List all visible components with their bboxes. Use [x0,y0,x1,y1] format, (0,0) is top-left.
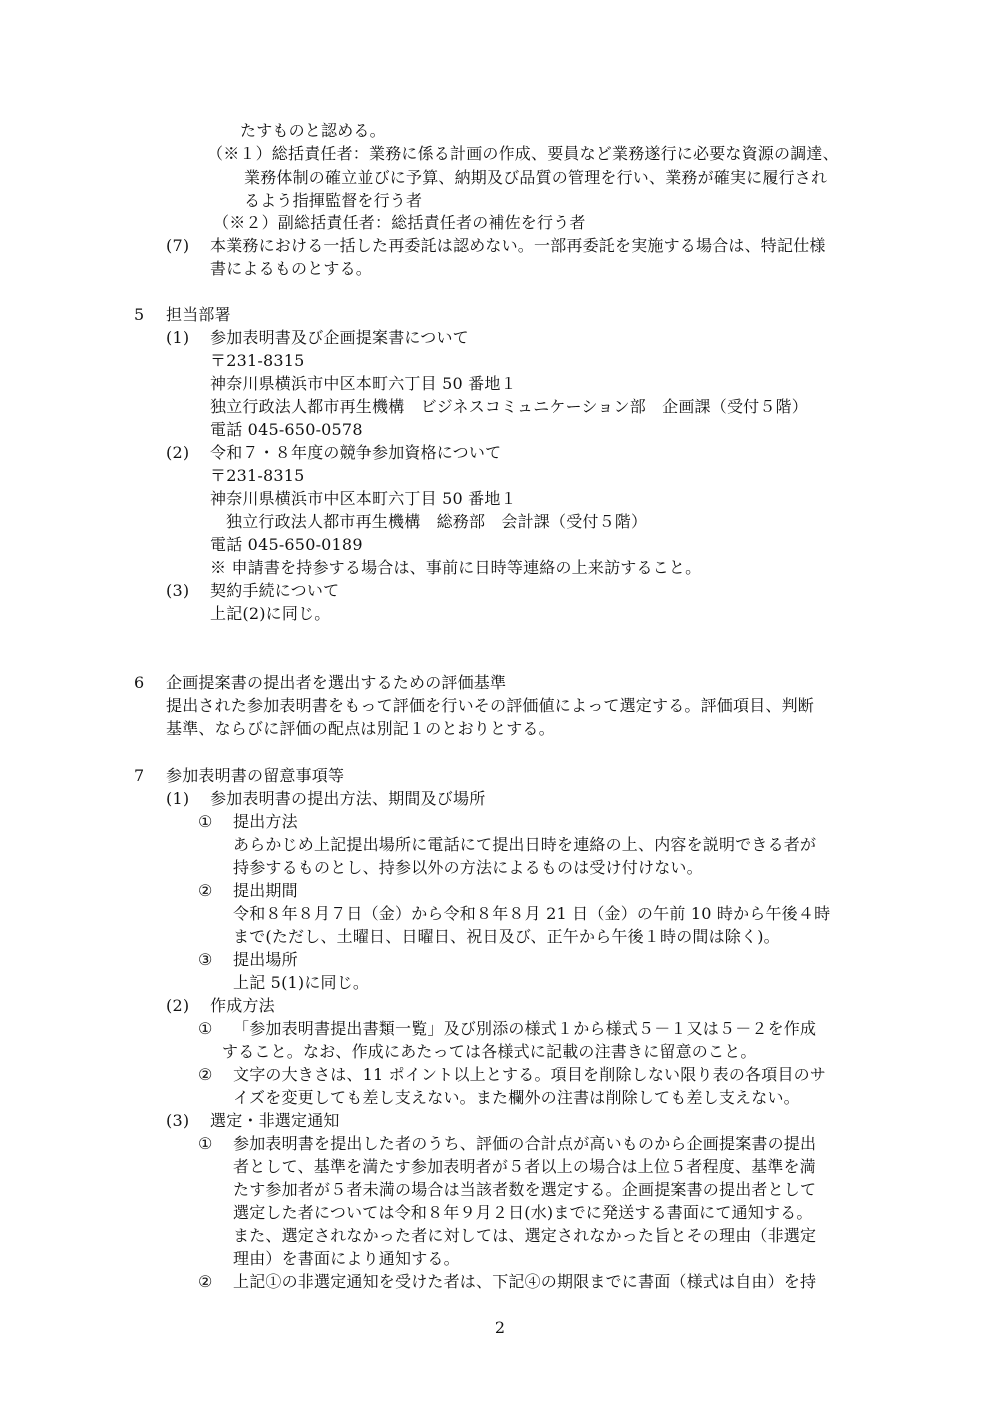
text-line: 理由）を書面により通知する。 [233,1249,460,1268]
text-line: たす参加者が５者未満の場合は当該者数を選定する。企画提案書の提出者として [233,1180,817,1199]
text-line: また、選定されなかった者に対しては、選定されなかった旨とその理由（非選定 [233,1226,817,1245]
text-line: 上記①の非選定通知を受けた者は、下記④の期限までに書面（様式は自由）を持 [233,1272,817,1291]
text-line: 上記 5(1)に同じ。 [233,973,370,992]
section-number: 7 [134,766,145,785]
text-line: まで(ただし、土曜日、日曜日、祝日及び、正午から午後１時の間は除く)。 [233,927,780,946]
text-line: すること。なお、作成にあたっては各様式に記載の注書きに留意のこと。 [222,1042,757,1061]
text-line: （※１）総括責任者：業務に係る計画の作成、要員など業務遂行に必要な資源の調達、 [207,144,839,163]
text-line: 上記(2)に同じ。 [210,604,331,623]
text-line: 参加表明書の提出方法、期間及び場所 [210,789,486,808]
text-line: 提出期間 [233,881,298,900]
text-line: 参加表明書及び企画提案書について [210,328,469,347]
circled-number: ② [198,1272,213,1291]
section-heading: 参加表明書の留意事項等 [166,766,345,785]
circled-number: ① [198,1134,213,1153]
text-line: あらかじめ上記提出場所に電話にて提出日時を連絡の上、内容を説明できる者が [233,835,817,854]
text-line: 持参するものとし、持参以外の方法によるものは受け付けない。 [233,858,703,877]
text-line: イズを変更しても差し支えない。また欄外の注書は削除しても差し支えない。 [233,1088,800,1107]
text-line: （※２）副総括責任者：総括責任者の補佐を行う者 [213,213,586,232]
text-line: 参加表明書を提出した者のうち、評価の合計点が高いものから企画提案書の提出 [233,1134,817,1153]
text-line: 提出場所 [233,950,298,969]
circled-number: ② [198,881,213,900]
text-line: 選定した者については令和８年９月２日(水)までに発送する書面にて通知する。 [233,1203,813,1222]
text-line: 作成方法 [210,996,275,1015]
text-line: 本業務における一括した再委託は認めない。一部再委託を実施する場合は、特記仕様 [210,236,826,255]
circled-number: ① [198,1019,213,1038]
text-line: 書によるものとする。 [210,259,373,278]
note: ※ 申請書を持参する場合は、事前に日時等連絡の上来訪すること。 [210,558,702,577]
address: 神奈川県横浜市中区本町六丁目 50 番地１ [210,374,517,393]
department: 独立行政法人都市再生機構 総務部 会計課（受付５階） [226,512,648,531]
item-number: (1) [166,789,190,808]
text-line: 提出方法 [233,812,298,831]
text-line: るよう指揮監督を行う者 [244,191,423,210]
circled-number: ① [198,812,213,831]
text-line: 者として、基準を満たす参加表明者が５者以上の場合は上位５者程度、基準を満 [233,1157,816,1176]
text-line: 業務体制の確立並びに予算、納期及び品質の管理を行い、業務が確実に履行され [244,168,828,187]
item-number: (3) [166,1111,190,1130]
circled-number: ③ [198,950,213,969]
postal-code: 〒231-8315 [210,466,305,485]
item-number: (2) [166,443,190,462]
section-heading: 企画提案書の提出者を選出するための評価基準 [166,673,507,692]
item-number: (1) [166,328,190,347]
section-number: 5 [134,305,145,324]
text-line: 提出された参加表明書をもって評価を行いその評価値によって選定する。評価項目、判断 [166,696,815,715]
section-number: 6 [134,673,145,692]
item-number: (3) [166,581,190,600]
item-number: (2) [166,996,190,1015]
department: 独立行政法人都市再生機構 ビジネスコミュニケーション部 企画課（受付５階） [210,397,808,416]
text-line: 契約手続について [210,581,340,600]
circled-number: ② [198,1065,213,1084]
phone: 電話 045-650-0189 [210,535,363,554]
address: 神奈川県横浜市中区本町六丁目 50 番地１ [210,489,517,508]
text-line: 令和７・８年度の競争参加資格について [210,443,502,462]
text-line: 基準、ならびに評価の配点は別記１のとおりとする。 [166,719,555,738]
text-line: たすものと認める。 [240,121,386,140]
text-line: 「参加表明書提出書類一覧」及び別添の様式１から様式５－１又は５－２を作成 [233,1019,817,1038]
page-number: 2 [494,1318,506,1337]
text-line: 文字の大きさは、11 ポイント以上とする。項目を削除しない限り表の各項目のサ [233,1065,827,1084]
text-line: 令和８年８月７日（金）から令和８年８月 21 日（金）の午前 10 時から午後４時 [233,904,831,923]
phone: 電話 045-650-0578 [210,420,363,439]
postal-code: 〒231-8315 [210,351,305,370]
item-number: (7) [166,236,190,255]
section-heading: 担当部署 [166,305,231,324]
text-line: 選定・非選定通知 [210,1111,340,1130]
